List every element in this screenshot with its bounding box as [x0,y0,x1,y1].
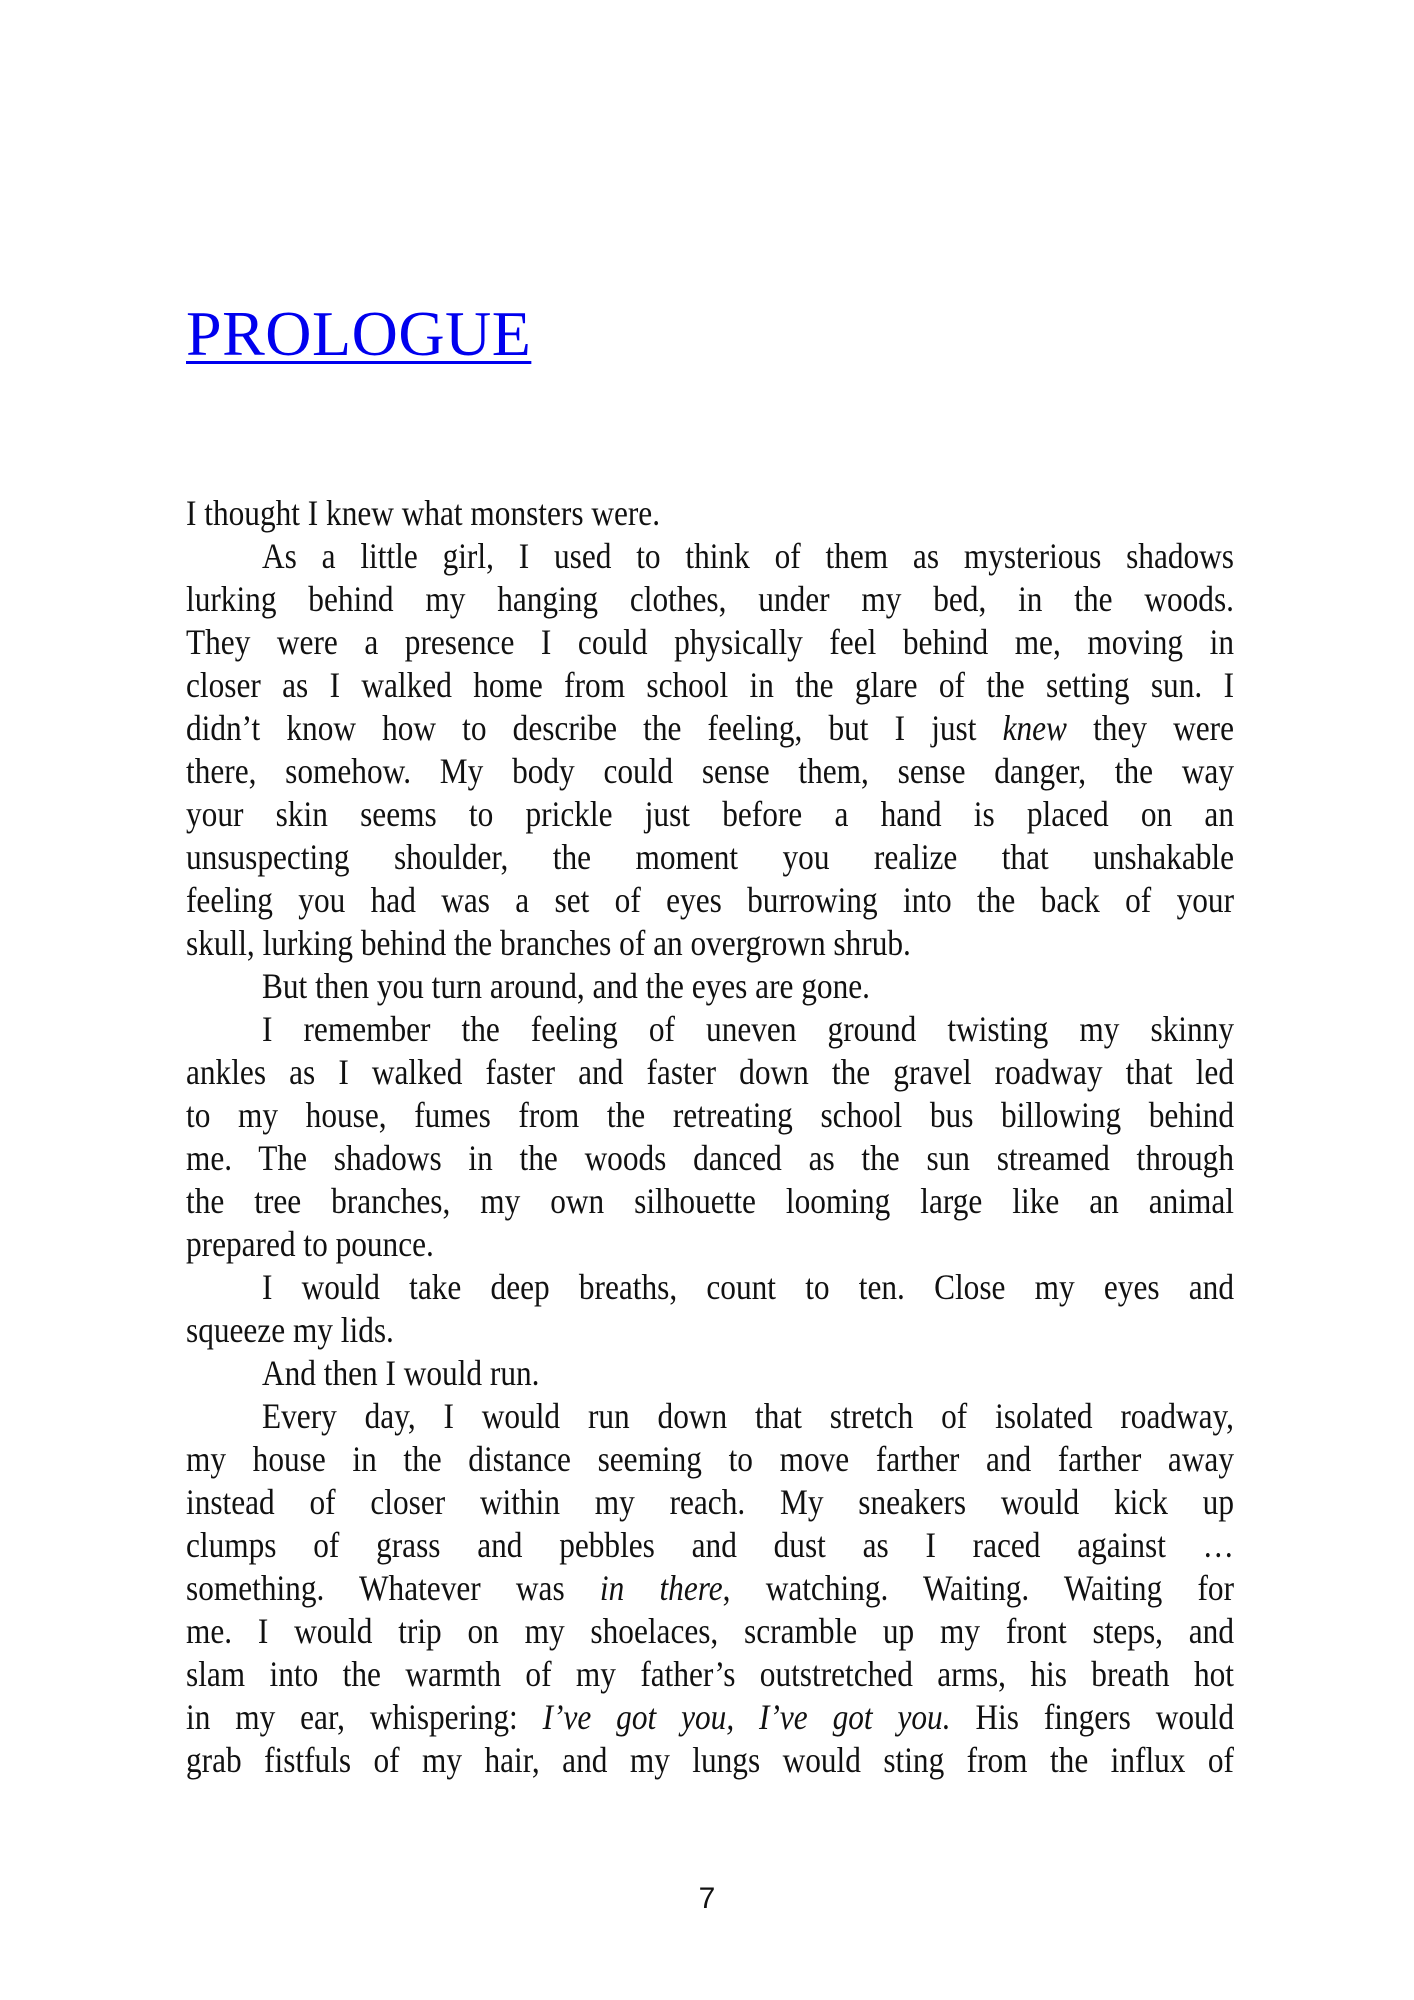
text-segment: As a little girl, I used to think of them as mysterious shadows [262,536,1234,576]
text-line [186,1352,1234,1395]
text-segment: ankles as I walked faster and faster down the gravel roadway that led [186,1052,1234,1092]
text-line-content [186,1739,1234,1782]
text-line [186,1266,1234,1309]
text-line-content [186,707,1234,750]
text-line [186,1137,1234,1180]
text-line [186,1223,1234,1266]
text-line [186,1051,1234,1094]
text-segment: there, somehow. My body could sense them, sense danger, the way [186,751,1234,791]
italic-text: in there [599,1568,723,1608]
text-line [186,535,1234,578]
text-line [186,707,1234,750]
text-segment: Every day, I would run down that stretch of isolated roadway, [262,1396,1234,1436]
text-segment: , watching. Waiting. Waiting for [722,1568,1235,1608]
text-line [186,1653,1234,1696]
italic-text: knew [1002,708,1067,748]
text-segment: your skin seems to prickle just before a hand is placed on an [186,794,1234,834]
text-line [186,836,1234,879]
text-line-content [186,578,1234,621]
text-line [186,1438,1234,1481]
text-line-content [186,1094,1234,1137]
text-segment: And then I would run. [262,1353,540,1393]
text-line [186,621,1234,664]
text-line-content [186,750,1234,793]
text-line-content [186,836,1234,879]
text-line-content [186,1696,1234,1739]
text-line-content [186,879,1234,922]
text-line-content [186,1653,1234,1696]
text-segment: They were a presence I could physically feel behind me, moving in [186,622,1234,662]
text-line [186,1610,1234,1653]
text-segment: feeling you had was a set of eyes burrowing into the back of your [186,880,1234,920]
text-line [186,1008,1234,1051]
text-line-content [262,1395,1234,1438]
text-segment: closer as I walked home from school in the glare of the setting sun. I [186,665,1234,705]
text-line-content [262,965,1234,1008]
text-line [186,1696,1234,1739]
text-line-content [262,1008,1234,1051]
text-line [186,664,1234,707]
text-line-content [186,1180,1234,1223]
text-line [186,1180,1234,1223]
text-segment: grab fistfuls of my hair, and my lungs would sting from the influx of [186,1740,1234,1780]
text-line [186,879,1234,922]
text-segment: my house in the distance seeming to move farther and farther away [186,1439,1234,1479]
chapter-body [186,492,1234,1782]
text-segment: in my ear, whispering: [186,1697,543,1737]
text-line-content [186,621,1234,664]
text-line-content [186,1223,1234,1266]
text-segment: skull, lurking behind the branches of an overgrown shrub. [186,923,911,963]
text-line [186,1567,1234,1610]
text-segment: I thought I knew what monsters were. [186,493,661,533]
text-segment: something. Whatever was [186,1568,600,1608]
text-line [186,750,1234,793]
text-line-content [186,1610,1234,1653]
text-segment: His fingers would [950,1697,1235,1737]
text-segment: to my house, fumes from the retreating school bus billowing behind [186,1095,1234,1135]
text-line [186,578,1234,621]
text-segment: me. I would trip on my shoelaces, scramble up my front steps, and [186,1611,1234,1651]
text-segment: me. The shadows in the woods danced as the sun streamed through [186,1138,1234,1178]
italic-text: I’ve got you, I’ve got you. [542,1697,951,1737]
text-line-content [186,664,1234,707]
text-segment: prepared to pounce. [186,1224,434,1264]
text-line-content [186,922,1234,965]
text-segment: squeeze my lids. [186,1310,394,1350]
text-line-content [262,535,1234,578]
text-segment: clumps of grass and pebbles and dust as I raced against … [186,1525,1234,1565]
text-segment: I remember the feeling of uneven ground twisting my skinny [262,1009,1234,1049]
text-line [186,922,1234,965]
text-segment: lurking behind my hanging clothes, under my bed, in the woods. [186,579,1234,619]
text-line-content [186,1438,1234,1481]
text-line [186,1739,1234,1782]
text-line [186,1481,1234,1524]
text-line-content [262,1266,1234,1309]
text-line [186,793,1234,836]
page-number: 7 [698,1882,716,1915]
text-line-content [186,492,1234,535]
text-segment: instead of closer within my reach. My sneakers would kick up [186,1482,1234,1522]
text-segment: slam into the warmth of my father’s outstretched arms, his breath hot [186,1654,1234,1694]
text-line-content [186,1481,1234,1524]
text-line [186,965,1234,1008]
text-line-content [186,1137,1234,1180]
text-line-content [262,1352,1234,1395]
text-line-content [186,1309,1234,1352]
text-line [186,1309,1234,1352]
text-line [186,1395,1234,1438]
text-line [186,492,1234,535]
text-segment: the tree branches, my own silhouette looming large like an animal [186,1181,1234,1221]
text-segment: I would take deep breaths, count to ten. Close my eyes and [262,1267,1234,1307]
text-segment: unsuspecting shoulder, the moment you realize that unshakable [186,837,1234,877]
text-line-content [186,1051,1234,1094]
text-line [186,1524,1234,1567]
text-segment: didn’t know how to describe the feeling, but I just [186,708,1003,748]
text-line-content [186,1567,1234,1610]
text-line [186,1094,1234,1137]
chapter-title-link[interactable]: PROLOGUE [186,298,532,369]
text-segment: But then you turn around, and the eyes are gone. [262,966,870,1006]
text-line-content [186,1524,1234,1567]
text-line-content [186,793,1234,836]
text-segment: they were [1066,708,1234,748]
